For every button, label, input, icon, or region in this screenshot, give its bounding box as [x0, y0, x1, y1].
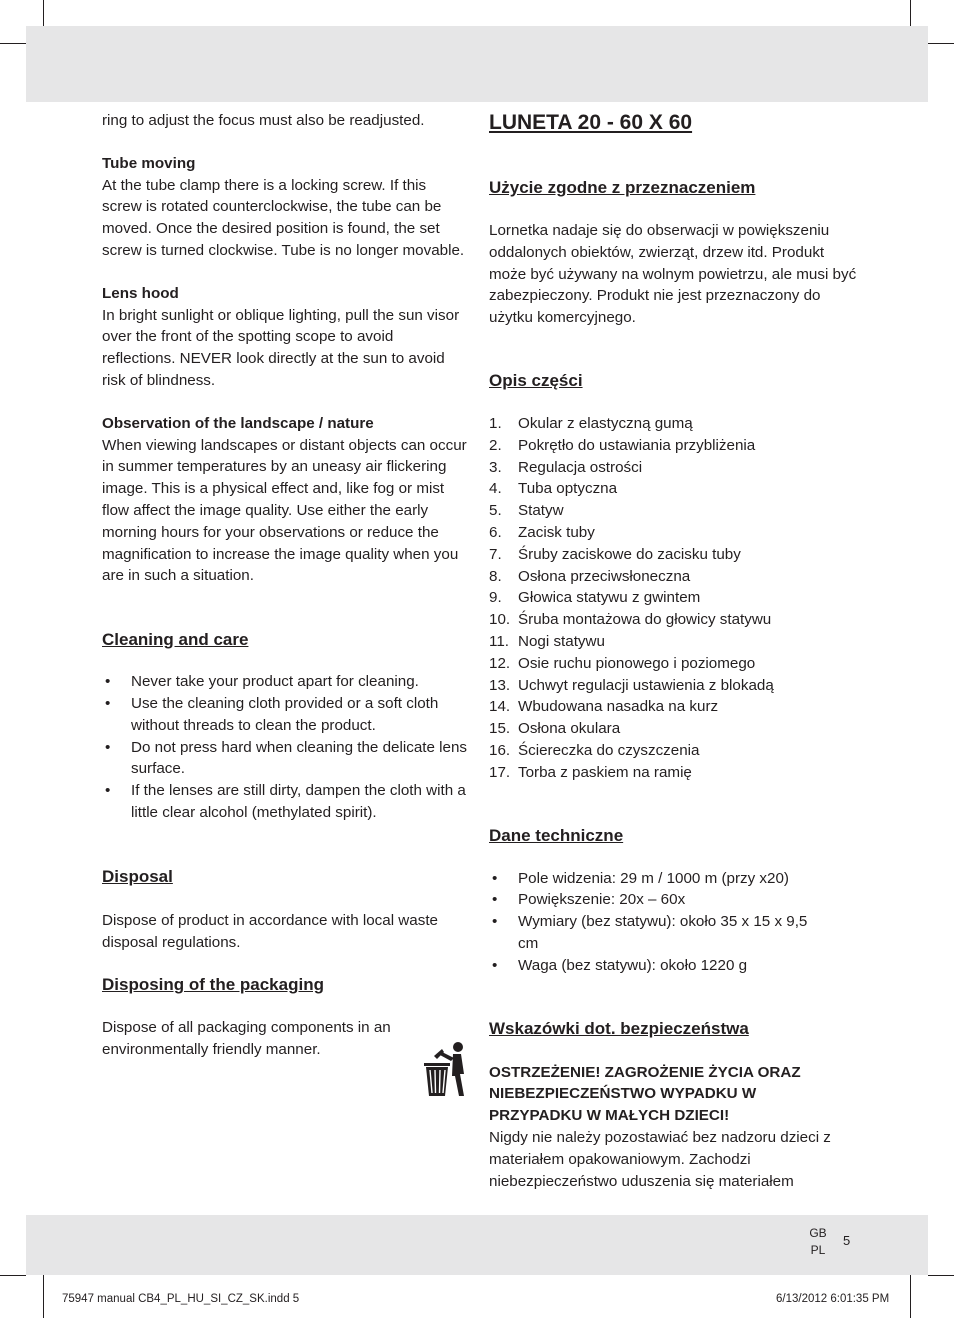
- packaging-text: Dispose of all packaging components in an environmentally friendly manner.: [102, 1019, 391, 1059]
- item-text: Osłona przeciwsłoneczna: [518, 567, 691, 585]
- crop-mark: [928, 43, 954, 44]
- list-item: [489, 544, 859, 566]
- cleaning-list: [102, 671, 468, 824]
- safety-warning: OSTRZEŻENIE! ZAGROŻENIE ŻYCIA ORAZ NIEBEZPIECZEŃSTWO WYPADKU W PRZYPADKU W MAŁYCH DZIECI!: [489, 1063, 801, 1125]
- right-column: [489, 110, 859, 1192]
- list-item: • Never take your product apart for cleaning.: [102, 671, 468, 693]
- list-item: [489, 500, 859, 522]
- item-number: 8.: [489, 567, 502, 585]
- item-number: 13.: [489, 676, 511, 694]
- crop-mark: [0, 43, 26, 44]
- item-number: 6.: [489, 523, 502, 541]
- item-text: Śruby zaciskowe do zacisku tuby: [518, 545, 741, 563]
- item-text: Śruba montażowa do głowicy statywu: [518, 611, 772, 629]
- safety-text: Nigdy nie należy pozostawiać bez nadzoru dzieci z materiałem opakowaniowym. Zachodzi niebezpieczeństwo uduszenia się materiałem: [489, 1128, 831, 1190]
- crop-mark: [43, 0, 44, 26]
- page-title: LUNETA 20 - 60 X 60: [489, 111, 693, 134]
- trash-bin-icon: [420, 1040, 466, 1098]
- item-number: 17.: [489, 763, 511, 781]
- tube-moving-heading: Tube moving: [102, 154, 196, 172]
- item-number: 7.: [489, 545, 502, 563]
- list-item: [489, 653, 859, 675]
- item-text: Głowica statywu z gwintem: [518, 589, 701, 607]
- observation-text: When viewing landscapes or distant objects can occur in summer temperatures by an uneasy air flickering image. This is a physical effect and, like fog or mist flow affect the image quality. Use either the early morning hours for your observations or reduce the magnification to increase the image quality when you are in such a situation.: [102, 436, 467, 585]
- item-text: Osie ruchu pionowego i poziomego: [518, 654, 756, 672]
- tube-moving-text: At the tube clamp there is a locking screw. If this screw is rotated counterclockwise, the tube can be moved. Once the desired position is found, the set screw is turned clockwise. Tube is no longer movable.: [102, 176, 465, 259]
- item-number: 12.: [489, 654, 511, 672]
- item-number: 2.: [489, 436, 502, 454]
- item-text: Uchwyt regulacji ustawienia z blokadą: [518, 676, 774, 694]
- list-item: [489, 566, 859, 588]
- language-code: GB: [809, 1226, 827, 1240]
- slug-filename: 75947 manual CB4_PL_HU_SI_CZ_SK.indd 5: [62, 1293, 300, 1305]
- item-number: 4.: [489, 480, 502, 498]
- item-text: Torba z paskiem na ramię: [518, 763, 692, 781]
- item-text: Tuba optyczna: [518, 480, 618, 498]
- list-item: • Do not press hard when cleaning the delicate lens surface.: [102, 737, 468, 781]
- usage-text: Lornetka nadaje się do obserwacji w powiększeniu oddalonych obiektów, zwierząt, drzew itd. Produkt może być używany na wolnym powietrzu, ale musi być zabezpieczony. Produkt nie jest przeznaczony do użytku komercyjnego.: [489, 222, 857, 327]
- item-text: Nogi statywu: [518, 632, 605, 650]
- item-number: 16.: [489, 741, 511, 759]
- item-number: 5.: [489, 502, 502, 520]
- item-text: Zacisk tuby: [518, 523, 595, 541]
- crop-mark: [910, 0, 911, 26]
- cleaning-heading: Cleaning and care: [102, 630, 249, 650]
- list-item: [489, 522, 859, 544]
- list-item: • Powiększenie: 20x – 60x: [489, 889, 809, 911]
- language-codes: [806, 1225, 830, 1259]
- parts-heading: Opis części: [489, 370, 583, 390]
- item-text: Statyw: [518, 502, 564, 520]
- parts-list: [489, 413, 859, 784]
- crop-mark: [43, 1275, 44, 1318]
- disposal-text: Dispose of product in accordance with local waste disposal regulations.: [102, 911, 438, 951]
- observation-heading: Observation of the landscape / nature: [102, 414, 374, 432]
- usage-heading: Użycie zgodne z przeznaczeniem: [489, 178, 756, 197]
- lens-hood-text: In bright sunlight or oblique lighting, pull the sun visor over the front of the spotting scope to avoid reflections. NEVER look directly at the sun to avoid risk of blindness.: [102, 306, 460, 389]
- list-item: [489, 609, 859, 631]
- crop-mark: [928, 1275, 954, 1276]
- intro-text: ring to adjust the focus must also be readjusted.: [102, 112, 425, 129]
- lens-hood-heading: Lens hood: [102, 284, 179, 302]
- list-item: [489, 478, 859, 500]
- list-item: [489, 740, 859, 762]
- language-code: PL: [810, 1243, 826, 1257]
- list-item: [489, 435, 859, 457]
- tech-heading: Dane techniczne: [489, 825, 624, 845]
- list-item: [489, 413, 859, 435]
- list-item: • Pole widzenia: 29 m / 1000 m (przy x20): [489, 868, 809, 890]
- item-number: 3.: [489, 458, 502, 476]
- list-item: [489, 762, 859, 784]
- list-item: [489, 631, 859, 653]
- list-item: [489, 696, 859, 718]
- disposal-heading: Disposal: [102, 866, 173, 886]
- header-band: [26, 26, 928, 102]
- list-item: • If the lenses are still dirty, dampen the cloth with a little clear alcohol (methylated spirit).: [102, 780, 468, 824]
- list-item: [489, 718, 859, 740]
- list-item: [489, 675, 859, 697]
- item-text: Regulacja ostrości: [518, 458, 643, 476]
- item-number: 1.: [489, 414, 502, 432]
- list-item: • Wymiary (bez statywu): około 35 x 15 x 9,5 cm: [489, 911, 809, 955]
- crop-mark: [0, 1275, 26, 1276]
- item-number: 9.: [489, 589, 502, 607]
- item-number: 10.: [489, 611, 511, 629]
- safety-heading: Wskazówki dot. bezpieczeństwa: [489, 1018, 749, 1038]
- item-text: Osłona okulara: [518, 720, 621, 738]
- left-column: [102, 110, 468, 1061]
- item-number: 14.: [489, 698, 511, 716]
- list-item: [489, 587, 859, 609]
- footer-band: [26, 1215, 928, 1275]
- item-text: Okular z elastyczną gumą: [518, 414, 693, 432]
- item-text: Ściereczka do czyszczenia: [518, 741, 700, 759]
- slug-timestamp: 6/13/2012 6:01:35 PM: [776, 1293, 890, 1305]
- item-text: Wbudowana nasadka na kurz: [518, 698, 719, 716]
- packaging-heading: Disposing of the packaging: [102, 975, 324, 995]
- item-text: Pokrętło do ustawiania przybliżenia: [518, 436, 756, 454]
- crop-mark: [910, 1275, 911, 1318]
- item-number: 15.: [489, 720, 511, 738]
- list-item: • Waga (bez statywu): około 1220 g: [489, 955, 809, 977]
- page-number: 5: [843, 1233, 851, 1248]
- list-item: [489, 457, 859, 479]
- tech-list: [489, 868, 809, 977]
- item-number: 11.: [489, 632, 509, 650]
- list-item: • Use the cleaning cloth provided or a soft cloth without threads to clean the product.: [102, 693, 468, 737]
